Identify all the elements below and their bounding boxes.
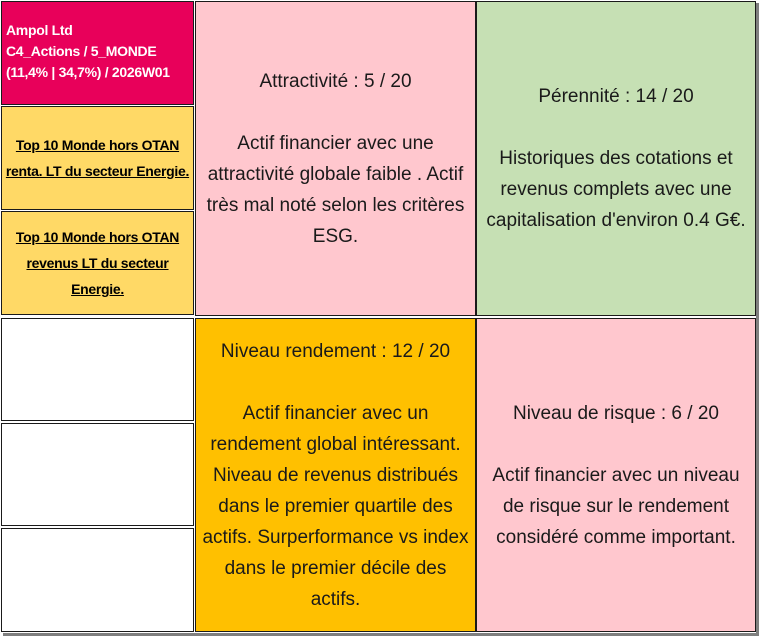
attractivite-description: Actif financier avec une attractivité globale faible . Actif très mal noté selon les critères ESG.: [206, 132, 465, 247]
empty-cell: [1, 423, 194, 526]
empty-cell: [1, 528, 194, 632]
ranking-badge-revenus: [1, 211, 194, 315]
risque-score: Niveau de risque : 6 / 20: [513, 402, 719, 424]
risque-description: Actif financier avec un niveau de risque sur le rendement considéré comme important.: [492, 464, 740, 548]
ranking-label: Top 10 Monde hors OTAN renta. LT du secteur Energie.: [5, 137, 190, 179]
asset-name: Ampol Ltd: [6, 22, 73, 38]
empty-cell: [1, 318, 194, 421]
perennite-score: Pérennité : 14 / 20: [538, 86, 694, 107]
ranking-label: Top 10 Monde hors OTAN revenus LT du secteur Energie.: [15, 229, 180, 297]
risque-panel: [476, 318, 756, 632]
attractivite-panel: [195, 1, 476, 316]
asset-title-block: [1, 1, 194, 105]
rendement-panel: [195, 318, 476, 632]
perennite-description: Historiques des cotations et revenus complets avec une capitalisation d'environ 0.4 G€.: [486, 148, 746, 231]
rendement-score: Niveau rendement : 12 / 20: [220, 340, 451, 362]
rendement-description: Actif financier avec un rendement global intéressant. Niveau de revenus distribués dans le premier quartile des actifs. Surperformance vs index dans le premier décile des actifs.: [202, 402, 469, 610]
asset-stats: (11,4% | 34,7%) / 2026W01: [6, 64, 170, 80]
ranking-badge-renta: [1, 106, 194, 210]
attractivite-score: Attractivité : 5 / 20: [259, 70, 412, 92]
asset-category: C4_Actions / 5_MONDE: [6, 43, 157, 59]
perennite-panel: [476, 1, 756, 316]
